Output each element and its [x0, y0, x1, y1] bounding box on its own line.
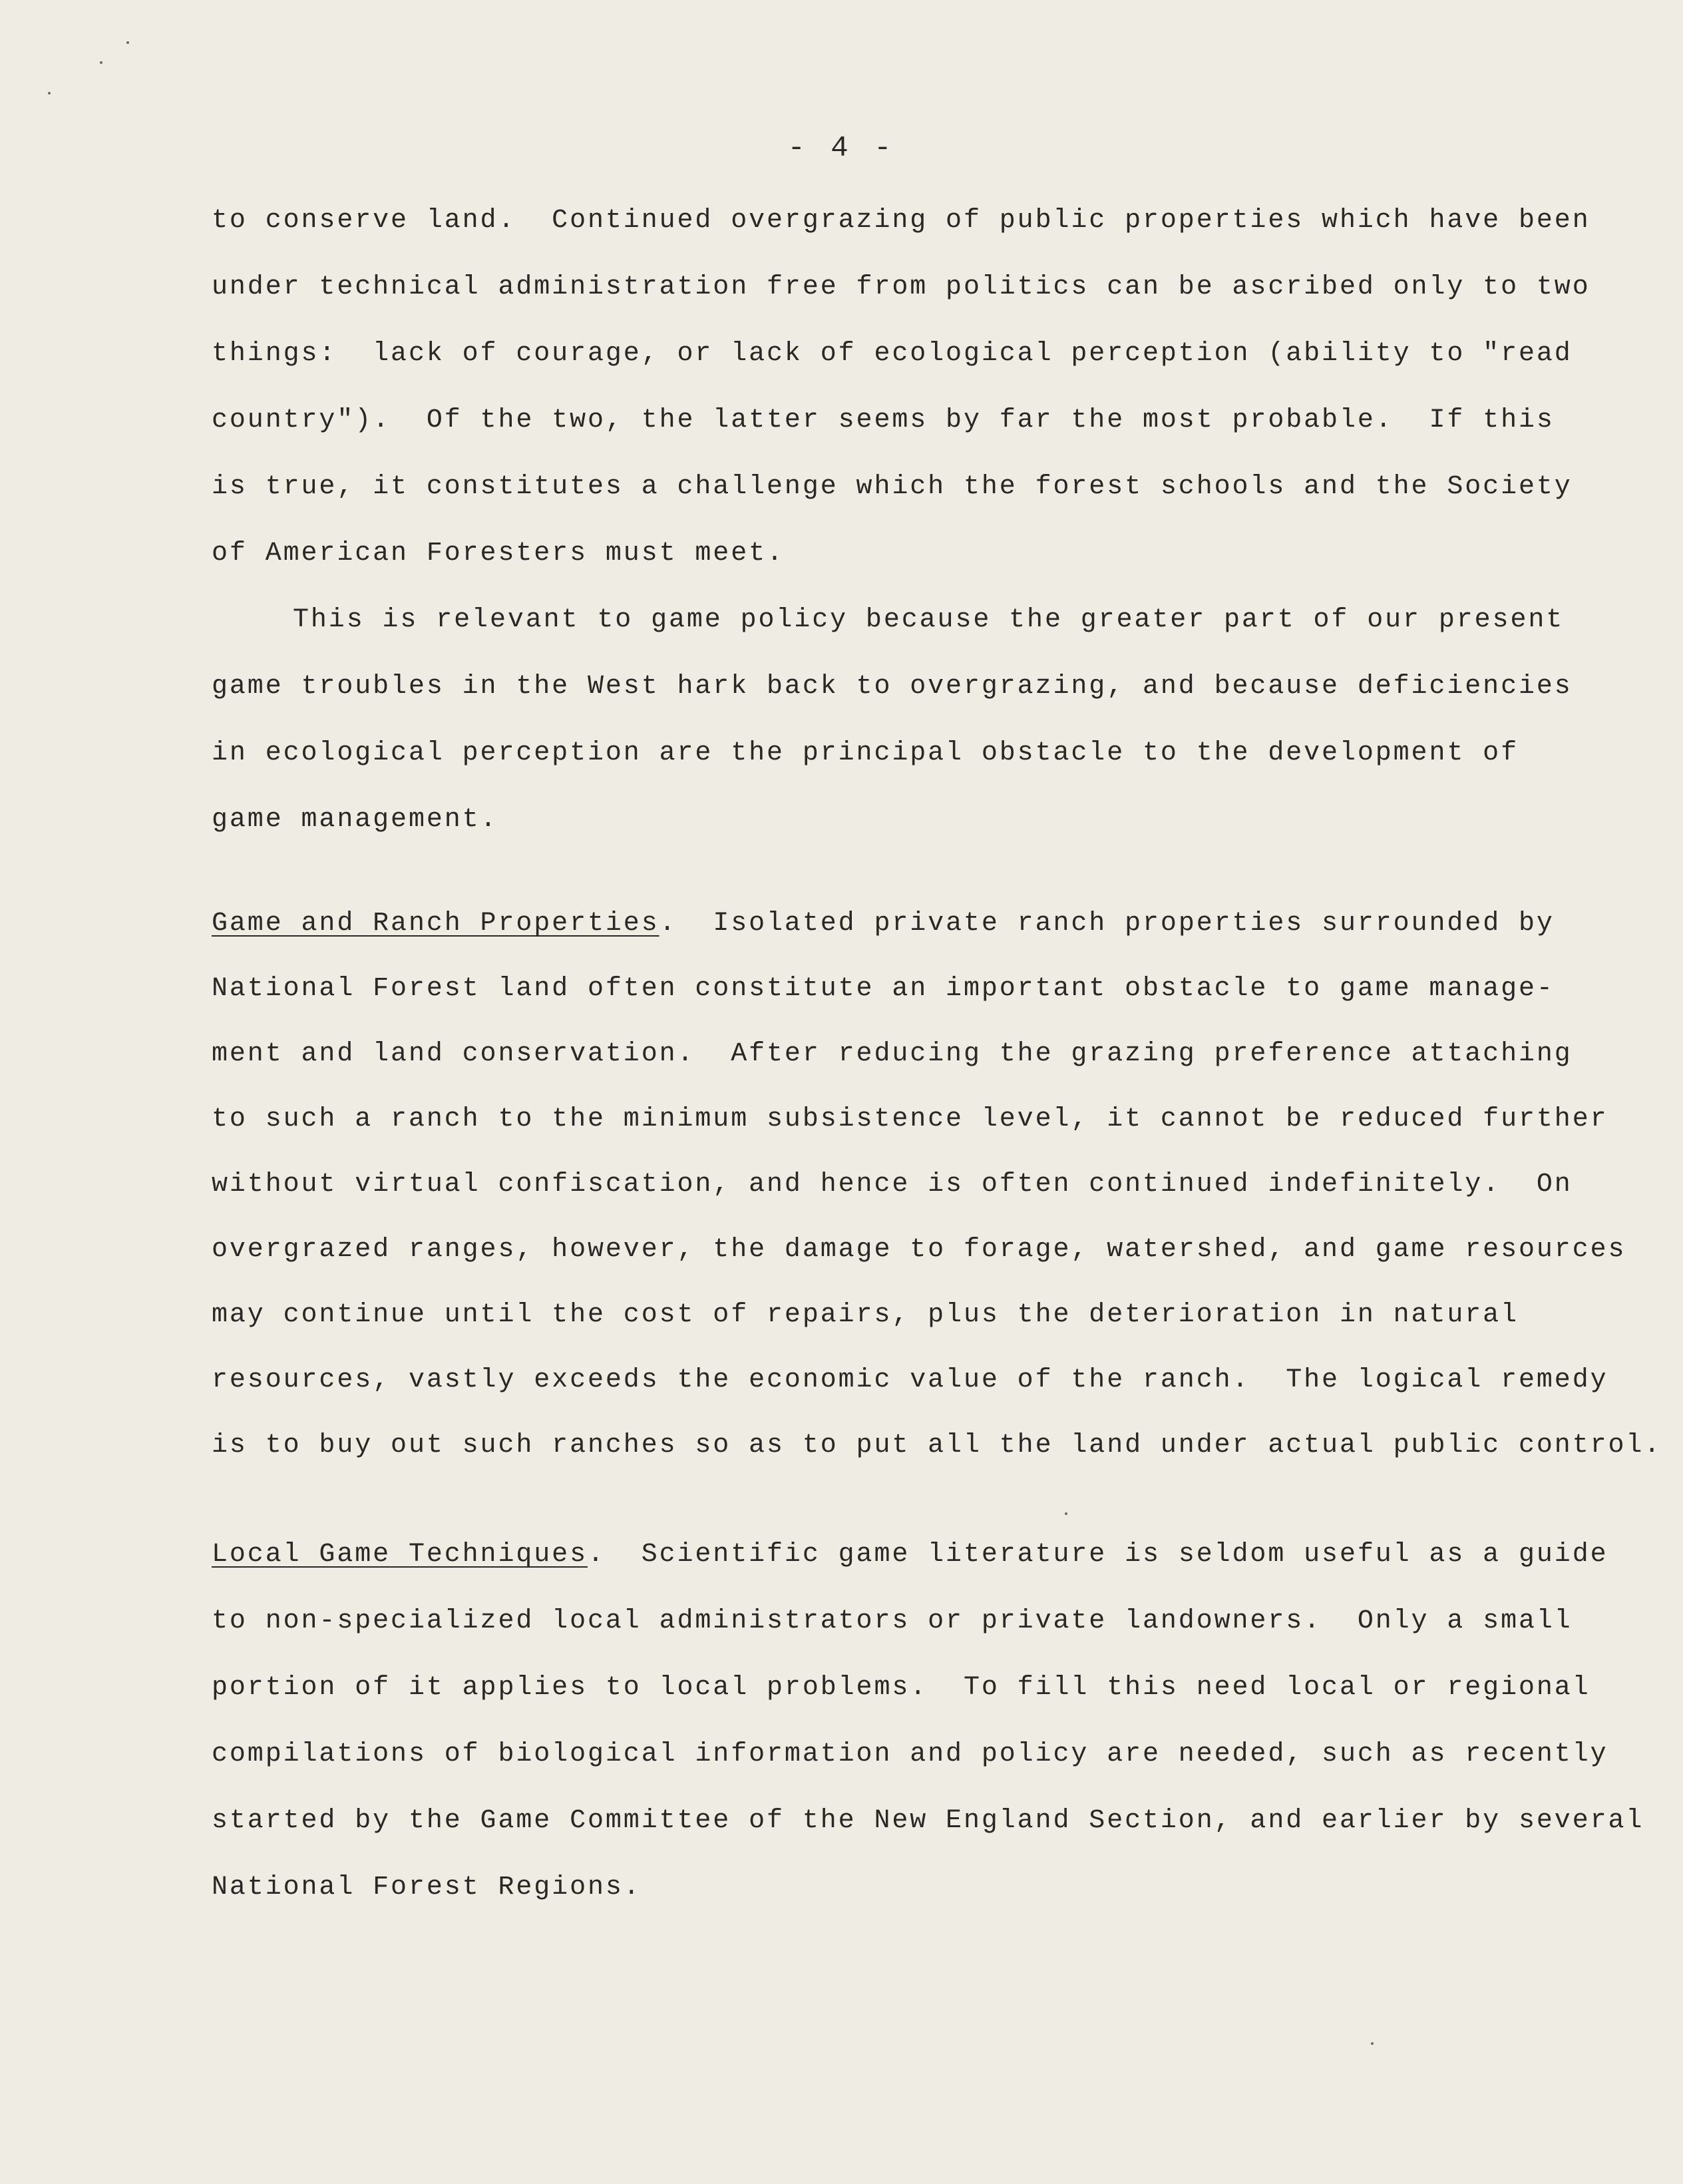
text-line: compilations of biological information and policy are needed, such as recently	[212, 1739, 1608, 1769]
text-line: game troubles in the West hark back to overgrazing, and because deficiencies	[212, 672, 1573, 702]
paper-speck	[1065, 1512, 1067, 1515]
heading-continuation: . Isolated private ranch properties surrounded by	[659, 909, 1555, 939]
text-line: National Forest Regions.	[212, 1872, 642, 1902]
text-line: to conserve land. Continued overgrazing of public properties which have been	[212, 206, 1590, 236]
heading-continuation: . Scientific game literature is seldom useful as a guide	[587, 1540, 1608, 1570]
text-line: country"). Of the two, the latter seems by far the most probable. If this	[212, 405, 1555, 435]
text-line: in ecological perception are the principal obstacle to the development of	[212, 738, 1519, 768]
section-heading: Local Game Techniques	[212, 1540, 588, 1570]
section-first-line	[212, 907, 1555, 941]
text-line: National Forest land often constitute an important obstacle to game manage-	[212, 974, 1555, 1004]
text-line: ment and land conservation. After reducing the grazing preference attaching	[212, 1039, 1573, 1069]
paper-speck	[126, 41, 129, 44]
paper-speck	[48, 92, 51, 95]
text-line: to non-specialized local administrators or private landowners. Only a small	[212, 1606, 1573, 1636]
paper-speck	[100, 61, 102, 64]
text-line: under technical administration free from politics can be ascribed only to two	[212, 272, 1590, 302]
text-line: started by the Game Committee of the New England Section, and earlier by several	[212, 1806, 1644, 1836]
paper-speck	[1371, 2042, 1374, 2045]
text-line: to such a ranch to the minimum subsistence level, it cannot be reduced further	[212, 1104, 1608, 1134]
text-line: of American Foresters must meet.	[212, 539, 785, 568]
text-line: is true, it constitutes a challenge which the forest schools and the Society	[212, 472, 1573, 502]
text-line: resources, vastly exceeds the economic value of the ranch. The logical remedy	[212, 1365, 1608, 1395]
text-line: This is relevant to game policy because the greater part of our present	[293, 605, 1565, 635]
section-first-line	[212, 1538, 1608, 1572]
text-line: without virtual confiscation, and hence is often continued indefinitely. On	[212, 1170, 1573, 1200]
text-line: game management.	[212, 805, 498, 835]
text-line: things: lack of courage, or lack of ecological perception (ability to "read	[212, 339, 1573, 369]
page-number: - 4 -	[787, 132, 896, 165]
section-heading: Game and Ranch Properties	[212, 909, 659, 939]
text-line: overgrazed ranges, however, the damage to forage, watershed, and game resources	[212, 1235, 1626, 1265]
text-line: is to buy out such ranches so as to put all the land under actual public control.	[212, 1430, 1662, 1460]
text-line: may continue until the cost of repairs, plus the deterioration in natural	[212, 1300, 1519, 1330]
text-line: portion of it applies to local problems. To fill this need local or regional	[212, 1673, 1590, 1703]
